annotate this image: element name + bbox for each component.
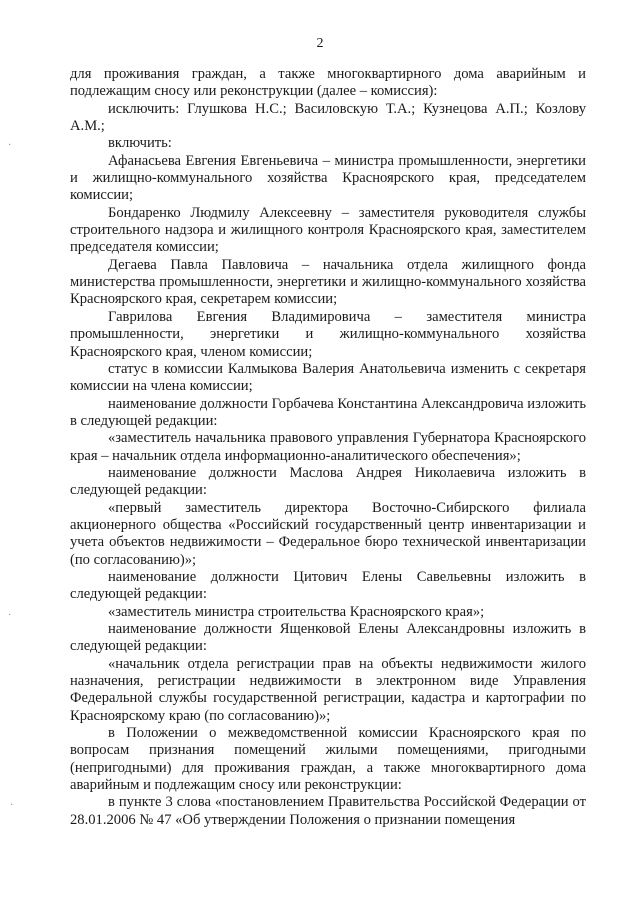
scan-mark: · <box>8 610 12 621</box>
page-number: 2 <box>316 36 324 51</box>
paragraph: Бондаренко Людмилу Алексеевну – заместителя руководителя службы строительного надзора и жилищного контроля Красноярского края, заместителем председателя комиссии; <box>70 204 586 256</box>
paragraph: «заместитель начальника правового управления Губернатора Красноярского края – начальник отдела информационно-аналитического обеспечения»; <box>70 430 586 464</box>
paragraph: исключить: Глушкова Н.С.; Василовскую Т.А.; Кузнецова А.П.; Козлову А.М.; <box>70 100 586 135</box>
paragraph: наименование должности Ященковой Елены Александровны изложить в следующей редакции: <box>70 621 586 655</box>
paragraph: в пункте 3 слова «постановлением Правительства Российской Федерации от 28.01.2006 № 47 «Об утверждении Положения о признании помещения <box>70 794 586 828</box>
scan-mark: · <box>8 140 12 151</box>
paragraph: статус в комиссии Калмыкова Валерия Анатольевича изменить с секретаря комиссии на члена комиссии; <box>70 360 586 395</box>
scan-mark: · <box>10 800 14 811</box>
paragraph: включить: <box>108 135 172 152</box>
paragraph: «первый заместитель директора Восточно-Сибирского филиала акционерного общества «Российский государственный центр инвентаризации и учета объектов недвижимости – Федеральное бюро технической инвентаризации (по согласованию)»; <box>70 499 586 568</box>
paragraph: «начальник отдела регистрации прав на объекты недвижимости жилого назначения, регистрации недвижимости в электронном виде Управления Федеральной службы государственной регистрации, кадастра и картографии по Красноярскому краю (по согласованию)»; <box>70 655 586 724</box>
paragraph: наименование должности Цитович Елены Савельевны изложить в следующей редакции: <box>70 568 586 603</box>
paragraph: «заместитель министра строительства Красноярского края»; <box>108 603 485 620</box>
paragraph: наименование должности Маслова Андрея Николаевича изложить в следующей редакции: <box>70 464 586 499</box>
paragraph: в Положении о межведомственной комиссии Красноярского края по вопросам признания помещений жилыми помещениями, пригодными (непригодными) для проживания граждан, а также многоквартирного дома аварийным и подлежащим сносу или реконструкции: <box>70 725 586 794</box>
paragraph: Гаврилова Евгения Владимировича – заместителя министра промышленности, энергетики и жилищно-коммунального хозяйства Красноярского края, членом комиссии; <box>70 308 586 360</box>
paragraph: Афанасьева Евгения Евгеньевича – министра промышленности, энергетики и жилищно-коммунального хозяйства Красноярского края, председателем комиссии; <box>70 152 586 204</box>
paragraph: для проживания граждан, а также многоквартирного дома аварийным и подлежащим сносу или реконструкции (далее – комиссия): <box>70 66 586 100</box>
document-body <box>70 66 586 829</box>
paragraph: Дегаева Павла Павловича – начальника отдела жилищного фонда министерства промышленности, энергетики и жилищно-коммунального хозяйства Красноярского края, секретарем комиссии; <box>70 256 586 308</box>
paragraph: наименование должности Горбачева Константина Александровича изложить в следующей редакции: <box>70 395 586 429</box>
